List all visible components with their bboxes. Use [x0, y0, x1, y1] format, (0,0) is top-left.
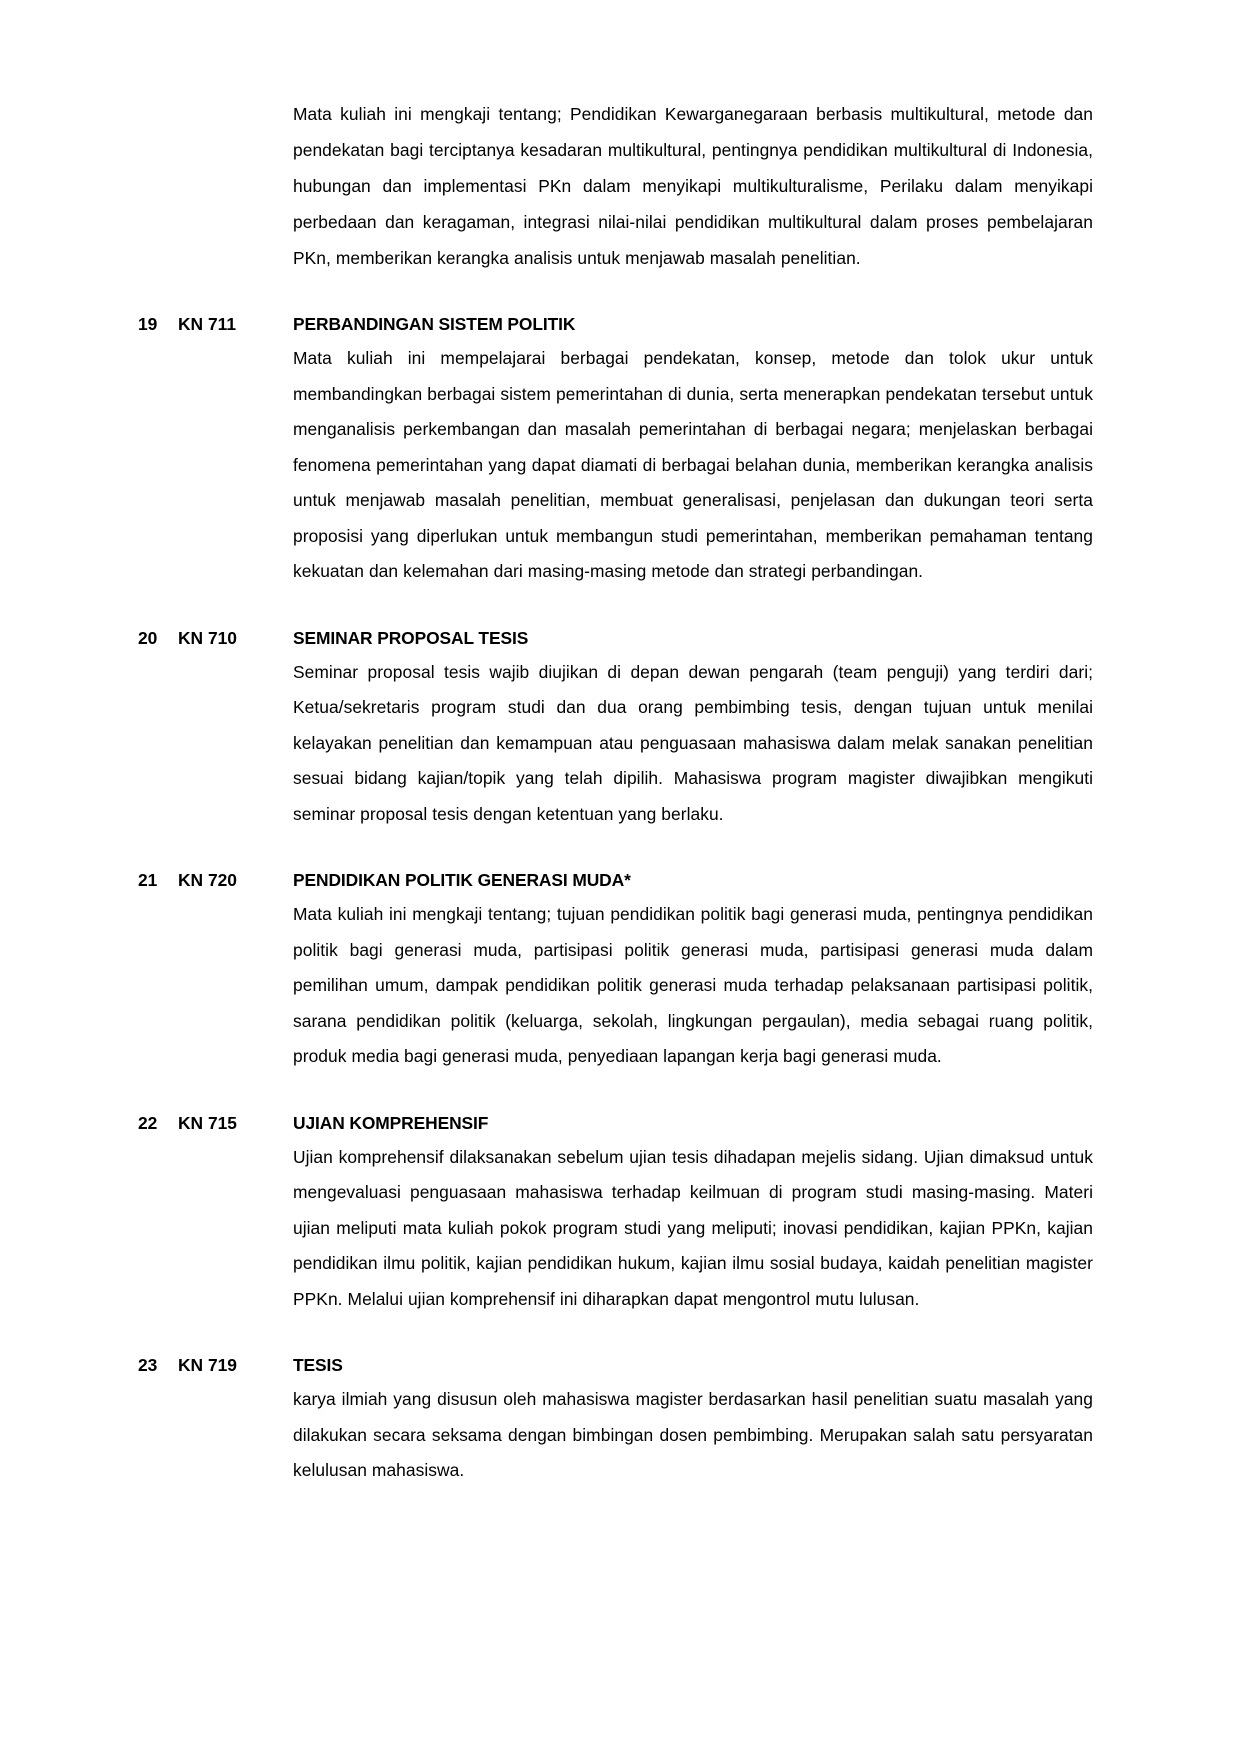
course-entry-23: [138, 1350, 1093, 1489]
course-title: UJIAN KOMPREHENSIF: [293, 1112, 489, 1133]
course-entry-heading: [138, 623, 1093, 653]
course-entry-22: [138, 1108, 1093, 1318]
course-number: 19: [138, 314, 158, 334]
course-entry-19: [138, 309, 1093, 590]
course-entry-heading: [138, 865, 1093, 895]
course-entry-heading: [138, 1350, 1093, 1380]
course-description-block: [138, 1382, 1093, 1489]
course-code: KN 710: [178, 627, 237, 648]
course-number: 23: [138, 1355, 158, 1375]
course-title: SEMINAR PROPOSAL TESIS: [293, 627, 529, 648]
course-entry-20: [138, 623, 1093, 833]
course-description-text: Mata kuliah ini mengkaji tentang; tujuan pendidikan politik bagi generasi muda, pentingnya pendidikan politik bagi generasi muda, partisipasi politik generasi muda, partisipasi generasi muda dalam pemilihan umum, dampak pendidikan politik generasi muda terhadap pelaksanaan partisipasi politik, sarana pendidikan politik (keluarga, sekolah, lingkungan pergaulan), media sebagai ruang politik, produk media bagi generasi muda, penyediaan lapangan kerja bagi generasi muda.: [293, 904, 1093, 1066]
course-entry-heading: [138, 309, 1093, 339]
course-code: KN 711: [178, 314, 237, 334]
course-number: 21: [138, 870, 158, 890]
course-entry-heading: [138, 1108, 1093, 1138]
course-title: TESIS: [293, 1355, 343, 1375]
course-description-text: Mata kuliah ini mempelajarai berbagai pendekatan, konsep, metode dan tolok ukur untuk membandingkan berbagai sistem pemerintahan di dunia, serta menerapkan pendekatan tersebut untuk menganalisis perkembangan dan masalah pemerintahan di berbagai negara; menjelaskan berbagai fenomena pemerintahan yang dapat diamati di berbagai belahan dunia, memberikan kerangka analisis untuk menjawab masalah penelitian, membuat generalisasi, penjelasan dan dukungan teori serta proposisi yang diperlukan untuk membangun studi pemerintahan, memberikan pemahaman tentang kekuatan dan kelemahan dari masing-masing metode dan strategi perbandingan.: [293, 348, 1093, 581]
course-code: KN 720: [178, 870, 237, 890]
course-description-block: [138, 655, 1093, 833]
course-description-text: Seminar proposal tesis wajib diujikan di depan dewan pengarah (team penguji) yang terdiri dari; Ketua/sekretaris program studi dan dua orang pembimbing tesis, dengan tujuan untuk menilai kelayakan penelitian dan kemampuan atau penguasaan mahasiswa dalam melak sanakan penelitian sesuai bidang kajian/topik yang telah dipilih. Mahasiswa program magister diwajibkan mengikuti seminar proposal tesis dengan ketentuan yang berlaku.: [293, 661, 1093, 824]
course-description-text: karya ilmiah yang disusun oleh mahasiswa magister berdasarkan hasil penelitian suatu masalah yang dilakukan secara seksama dengan bimbingan dosen pembimbing. Merupakan salah satu persyaratan kelulusan mahasiswa.: [293, 1389, 1093, 1480]
course-number: 20: [138, 627, 158, 648]
course-number: 22: [138, 1112, 158, 1133]
intro-paragraph-text: Mata kuliah ini mengkaji tentang; Pendidikan Kewarganegaraan berbasis multikultural, metode dan pendekatan bagi terciptanya kesadaran multikultural, pentingnya pendidikan multikultural di Indonesia, hubungan dan implementasi PKn dalam menyikapi multikulturalisme, Perilaku dalam menyikapi perbedaan dan keragaman, integrasi nilai-nilai pendidikan multikultural dalam proses pembelajaran PKn, memberikan kerangka analisis untuk menjawab masalah penelitian.: [293, 104, 1093, 268]
document-body: [138, 96, 1093, 1489]
course-title: PENDIDIKAN POLITIK GENERASI MUDA*: [293, 870, 631, 890]
course-code: KN 715: [178, 1112, 237, 1133]
course-entry-21: [138, 865, 1093, 1075]
course-description-block: [138, 1140, 1093, 1318]
intro-paragraph-block: [138, 96, 1093, 276]
course-code: KN 719: [178, 1355, 237, 1375]
course-title: PERBANDINGAN SISTEM POLITIK: [293, 314, 576, 334]
course-description-block: [138, 897, 1093, 1075]
course-description-block: [138, 341, 1093, 590]
course-description-text: Ujian komprehensif dilaksanakan sebelum ujian tesis dihadapan mejelis sidang. Ujian dimaksud untuk mengevaluasi penguasaan mahasiswa terhadap keilmuan di program studi masing-masing. Materi ujian meliputi mata kuliah pokok program studi yang meliputi; inovasi pendidikan, kajian PPKn, kajian pendidikan ilmu politik, kajian pendidikan hukum, kajian ilmu sosial budaya, kaidah penelitian magister PPKn. Melalui ujian komprehensif ini diharapkan dapat mengontrol mutu lulusan.: [293, 1146, 1093, 1309]
